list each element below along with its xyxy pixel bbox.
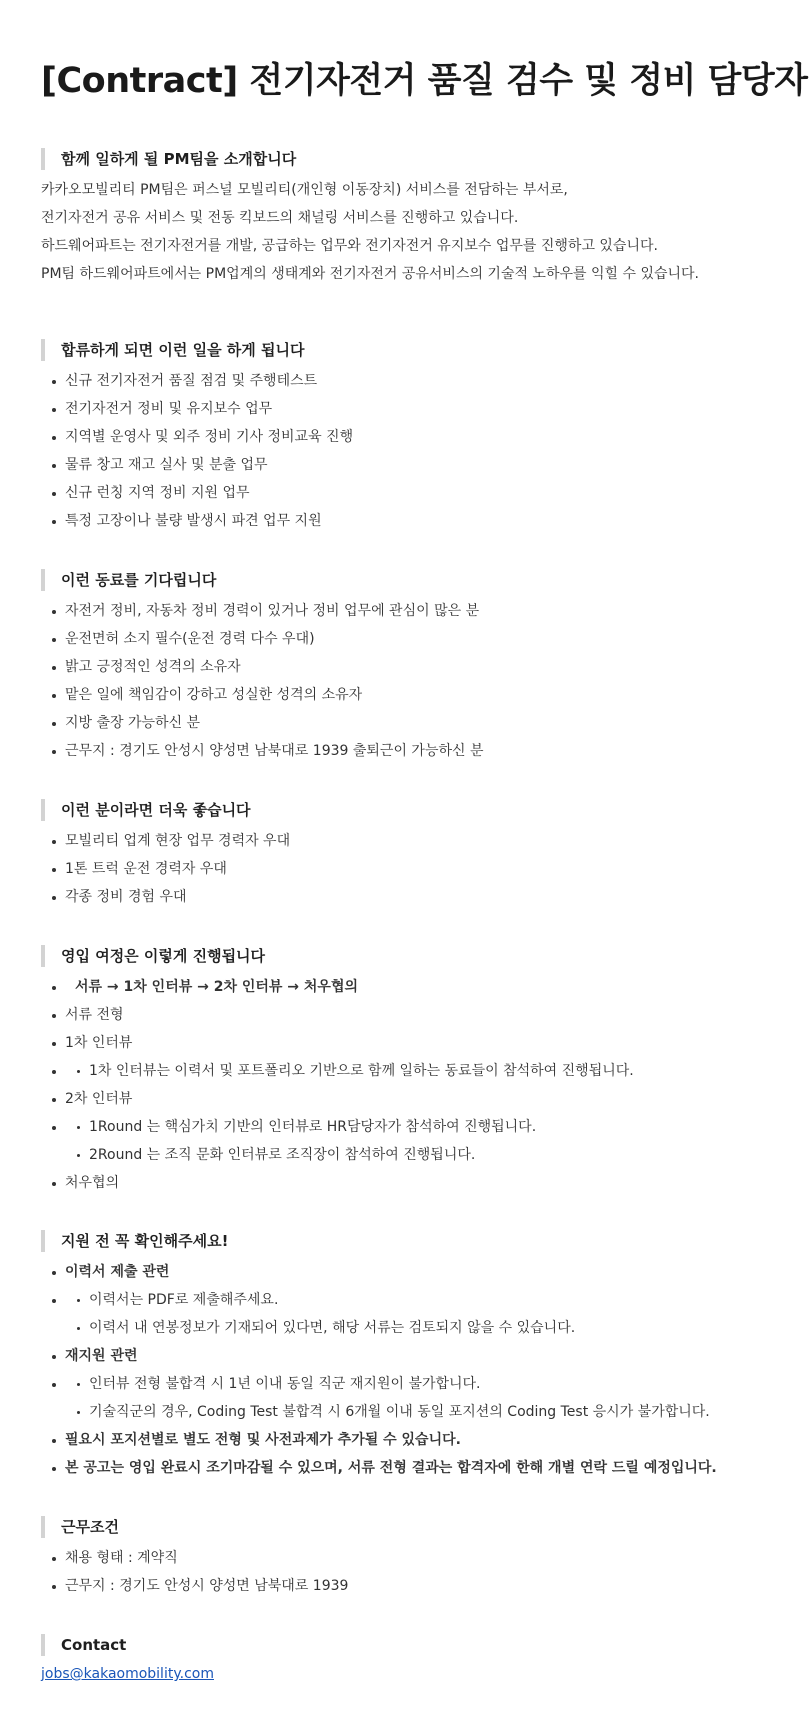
section-heading: 지원 전 꼭 확인해주세요! bbox=[41, 1230, 781, 1252]
list-item: 본 공고는 영입 완료시 조기마감될 수 있으며, 서류 전형 결과는 합격자에 한해 개별 연락 드릴 예정입니다. bbox=[41, 1454, 781, 1482]
list-item: 운전면허 소지 필수(운전 경력 다수 우대) bbox=[41, 625, 781, 653]
team-intro-line: 카카오모빌리티 PM팀은 퍼스널 모빌리티(개인형 이동장치) 서비스를 전담하는 부서로, bbox=[41, 182, 568, 198]
list-item: 밝고 긍정적인 성격의 소유자 bbox=[41, 653, 781, 681]
section-heading: 함께 일하게 될 PM팀을 소개합니다 bbox=[41, 148, 781, 170]
notice-list bbox=[41, 1258, 781, 1482]
conditions-list bbox=[41, 1544, 781, 1600]
sub-list bbox=[41, 1057, 781, 1085]
team-intro-line: 전기자전거 공유 서비스 및 전동 킥보드의 채널링 서비스를 진행하고 있습니다. bbox=[41, 210, 519, 226]
sub-list-item: 1차 인터뷰는 이력서 및 포트폴리오 기반으로 함께 일하는 동료들이 참석하여 진행됩니다. bbox=[41, 1057, 781, 1085]
section-team-intro bbox=[41, 148, 781, 288]
list-item: 지방 출장 가능하신 분 bbox=[41, 709, 781, 737]
list-item: 처우협의 bbox=[41, 1169, 781, 1197]
sub-list-item: 기술직군의 경우, Coding Test 불합격 시 6개월 이내 동일 포지션의 Coding Test 응시가 불가합니다. bbox=[41, 1398, 781, 1426]
list-item: 특정 고장이나 불량 발생시 파견 업무 지원 bbox=[41, 507, 781, 535]
duties-list bbox=[41, 367, 781, 535]
list-item: 신규 런칭 지역 정비 지원 업무 bbox=[41, 479, 781, 507]
section-heading: Contact bbox=[41, 1634, 781, 1656]
list-item: 신규 전기자전거 품질 점검 및 주행테스트 bbox=[41, 367, 781, 395]
sub-list-container bbox=[41, 1113, 781, 1169]
section-preferred bbox=[41, 799, 781, 911]
list-item: 서류 전형 bbox=[41, 1001, 781, 1029]
section-contact bbox=[41, 1634, 781, 1686]
section-duties bbox=[41, 339, 781, 535]
section-heading: 이런 분이라면 더욱 좋습니다 bbox=[41, 799, 781, 821]
sub-list bbox=[41, 1370, 781, 1426]
list-item: 근무지 : 경기도 안성시 양성면 남북대로 1939 출퇴근이 가능하신 분 bbox=[41, 737, 781, 765]
sub-list-container bbox=[41, 1057, 781, 1085]
sub-list bbox=[41, 1286, 781, 1342]
list-item: 모빌리티 업계 현장 업무 경력자 우대 bbox=[41, 827, 781, 855]
list-item: 1톤 트럭 운전 경력자 우대 bbox=[41, 855, 781, 883]
list-item: 이력서 제출 관련 bbox=[41, 1258, 781, 1286]
sub-list-container bbox=[41, 1370, 781, 1426]
sub-list-item: 2Round 는 조직 문화 인터뷰로 조직장이 참석하여 진행됩니다. bbox=[41, 1141, 781, 1169]
list-item: 근무지 : 경기도 안성시 양성면 남북대로 1939 bbox=[41, 1572, 781, 1600]
requirements-list bbox=[41, 597, 781, 765]
list-item: 지역별 운영사 및 외주 정비 기사 정비교육 진행 bbox=[41, 423, 781, 451]
list-item: 재지원 관련 bbox=[41, 1342, 781, 1370]
page-title: [Contract] 전기자전거 품질 검수 및 정비 담당자 bbox=[41, 61, 808, 101]
process-list bbox=[41, 973, 781, 1197]
section-requirements bbox=[41, 569, 781, 765]
section-process bbox=[41, 945, 781, 1197]
sub-list bbox=[41, 1113, 781, 1169]
list-item: 채용 형태 : 계약직 bbox=[41, 1544, 781, 1572]
list-item: 각종 정비 경험 우대 bbox=[41, 883, 781, 911]
sub-list-container bbox=[41, 1286, 781, 1342]
section-heading: 근무조건 bbox=[41, 1516, 781, 1538]
team-intro-line: PM팀 하드웨어파트에서는 PM업계의 생태계와 전기자전거 공유서비스의 기술적 노하우를 익힐 수 있습니다. bbox=[41, 266, 700, 282]
list-item: 전기자전거 정비 및 유지보수 업무 bbox=[41, 395, 781, 423]
section-heading: 합류하게 되면 이런 일을 하게 됩니다 bbox=[41, 339, 781, 361]
list-item: 물류 창고 재고 실사 및 분출 업무 bbox=[41, 451, 781, 479]
list-item: 1차 인터뷰 bbox=[41, 1029, 781, 1057]
list-item: 자전거 정비, 자동차 정비 경력이 있거나 정비 업무에 관심이 많은 분 bbox=[41, 597, 781, 625]
section-heading: 영입 여정은 이렇게 진행됩니다 bbox=[41, 945, 781, 967]
section-heading: 이런 동료를 기다립니다 bbox=[41, 569, 781, 591]
sub-list-item: 1Round 는 핵심가치 기반의 인터뷰로 HR담당자가 참석하여 진행됩니다. bbox=[41, 1113, 781, 1141]
list-item: 2차 인터뷰 bbox=[41, 1085, 781, 1113]
process-summary: 서류 → 1차 인터뷰 → 2차 인터뷰 → 처우협의 bbox=[41, 973, 781, 1001]
list-item: 맡은 일에 책임감이 강하고 성실한 성격의 소유자 bbox=[41, 681, 781, 709]
preferred-list bbox=[41, 827, 781, 911]
sub-list-item: 인터뷰 전형 불합격 시 1년 이내 동일 직군 재지원이 불가합니다. bbox=[41, 1370, 781, 1398]
section-notice bbox=[41, 1230, 781, 1482]
section-conditions bbox=[41, 1516, 781, 1600]
sub-list-item: 이력서 내 연봉정보가 기재되어 있다면, 해당 서류는 검토되지 않을 수 있습니다. bbox=[41, 1314, 781, 1342]
team-intro-line: 하드웨어파트는 전기자전거를 개발, 공급하는 업무와 전기자전거 유지보수 업무를 진행하고 있습니다. bbox=[41, 238, 658, 254]
contact-email-link[interactable]: jobs@kakaomobility.com bbox=[41, 1666, 214, 1682]
sub-list-item: 이력서는 PDF로 제출해주세요. bbox=[41, 1286, 781, 1314]
list-item: 필요시 포지션별로 별도 전형 및 사전과제가 추가될 수 있습니다. bbox=[41, 1426, 781, 1454]
